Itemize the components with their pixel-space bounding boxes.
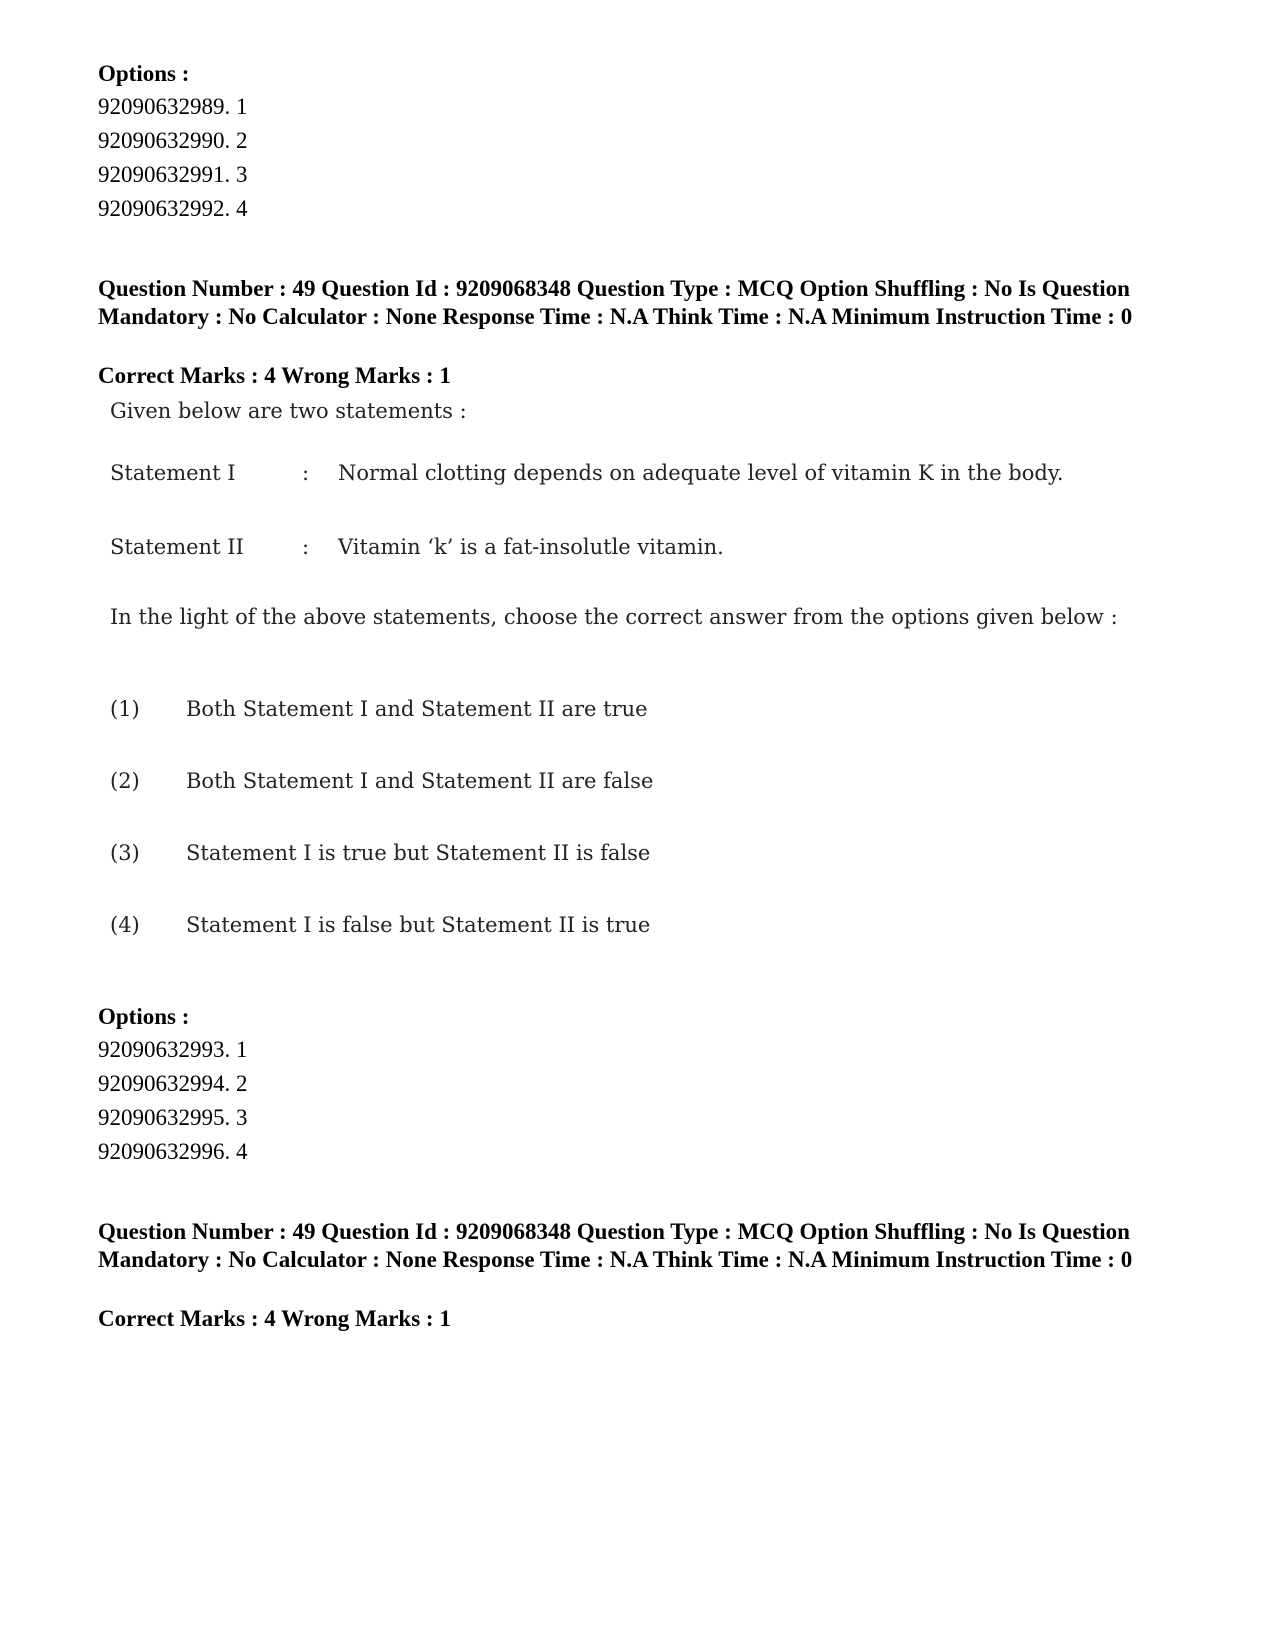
option-item: 92090632991. 3 — [98, 162, 248, 187]
question-intro: Given below are two statements : — [110, 399, 467, 423]
choice-text: Statement I is true but Statement II is false — [186, 841, 651, 865]
question-meta: Question Number : 49 Question Id : 9209068348 Question Type : MCQ Option Shuffling : No Is Question Mandatory : No Calculator : None Response Time : N.A Think Time : N.A Minimum Instruction Time : 0 — [98, 276, 1133, 329]
choice-number: (2) — [110, 769, 140, 793]
option-item: 92090632994. 2 — [98, 1071, 248, 1096]
choice-text: Statement I is false but Statement II is true — [186, 913, 651, 937]
option-item: 92090632995. 3 — [98, 1105, 248, 1130]
choice-row — [98, 913, 1118, 943]
option-item: 92090632992. 4 — [98, 196, 248, 221]
choice-number: (3) — [110, 841, 140, 865]
choice-number: (1) — [110, 697, 140, 721]
question-meta: Question Number : 49 Question Id : 9209068348 Question Type : MCQ Option Shuffling : No Is Question Mandatory : No Calculator : None Response Time : N.A Think Time : N.A Minimum Instruction Time : 0 — [98, 1219, 1133, 1272]
options-list — [98, 90, 248, 226]
choice-text: Both Statement I and Statement II are true — [186, 697, 648, 721]
question-prompt: In the light of the above statements, choose the correct answer from the options given below : — [110, 605, 1118, 629]
choice-row — [98, 841, 1118, 871]
option-item: 92090632989. 1 — [98, 94, 248, 119]
statement-row — [98, 535, 1118, 565]
statement-label: Statement I — [110, 461, 236, 485]
option-item: 92090632993. 1 — [98, 1037, 248, 1062]
statement-text: Normal clotting depends on adequate level of vitamin K in the body. — [338, 461, 1064, 485]
option-item: 92090632996. 4 — [98, 1139, 248, 1164]
choice-row — [98, 697, 1118, 727]
option-item: 92090632990. 2 — [98, 128, 248, 153]
options-heading: Options : — [98, 1004, 190, 1029]
choice-row — [98, 769, 1118, 799]
question-marks: Correct Marks : 4 Wrong Marks : 1 — [98, 363, 451, 388]
choice-number: (4) — [110, 913, 140, 937]
statement-text: Vitamin ‘k’ is a fat-insolutle vitamin. — [338, 535, 724, 559]
statement-label: Statement II — [110, 535, 244, 559]
statement-colon: : — [302, 461, 310, 485]
question-body — [98, 399, 1118, 995]
options-heading: Options : — [98, 61, 190, 86]
statement-row — [98, 461, 1118, 491]
options-list — [98, 1033, 248, 1169]
statement-colon: : — [302, 535, 310, 559]
choice-text: Both Statement I and Statement II are false — [186, 769, 654, 793]
question-marks: Correct Marks : 4 Wrong Marks : 1 — [98, 1306, 451, 1331]
